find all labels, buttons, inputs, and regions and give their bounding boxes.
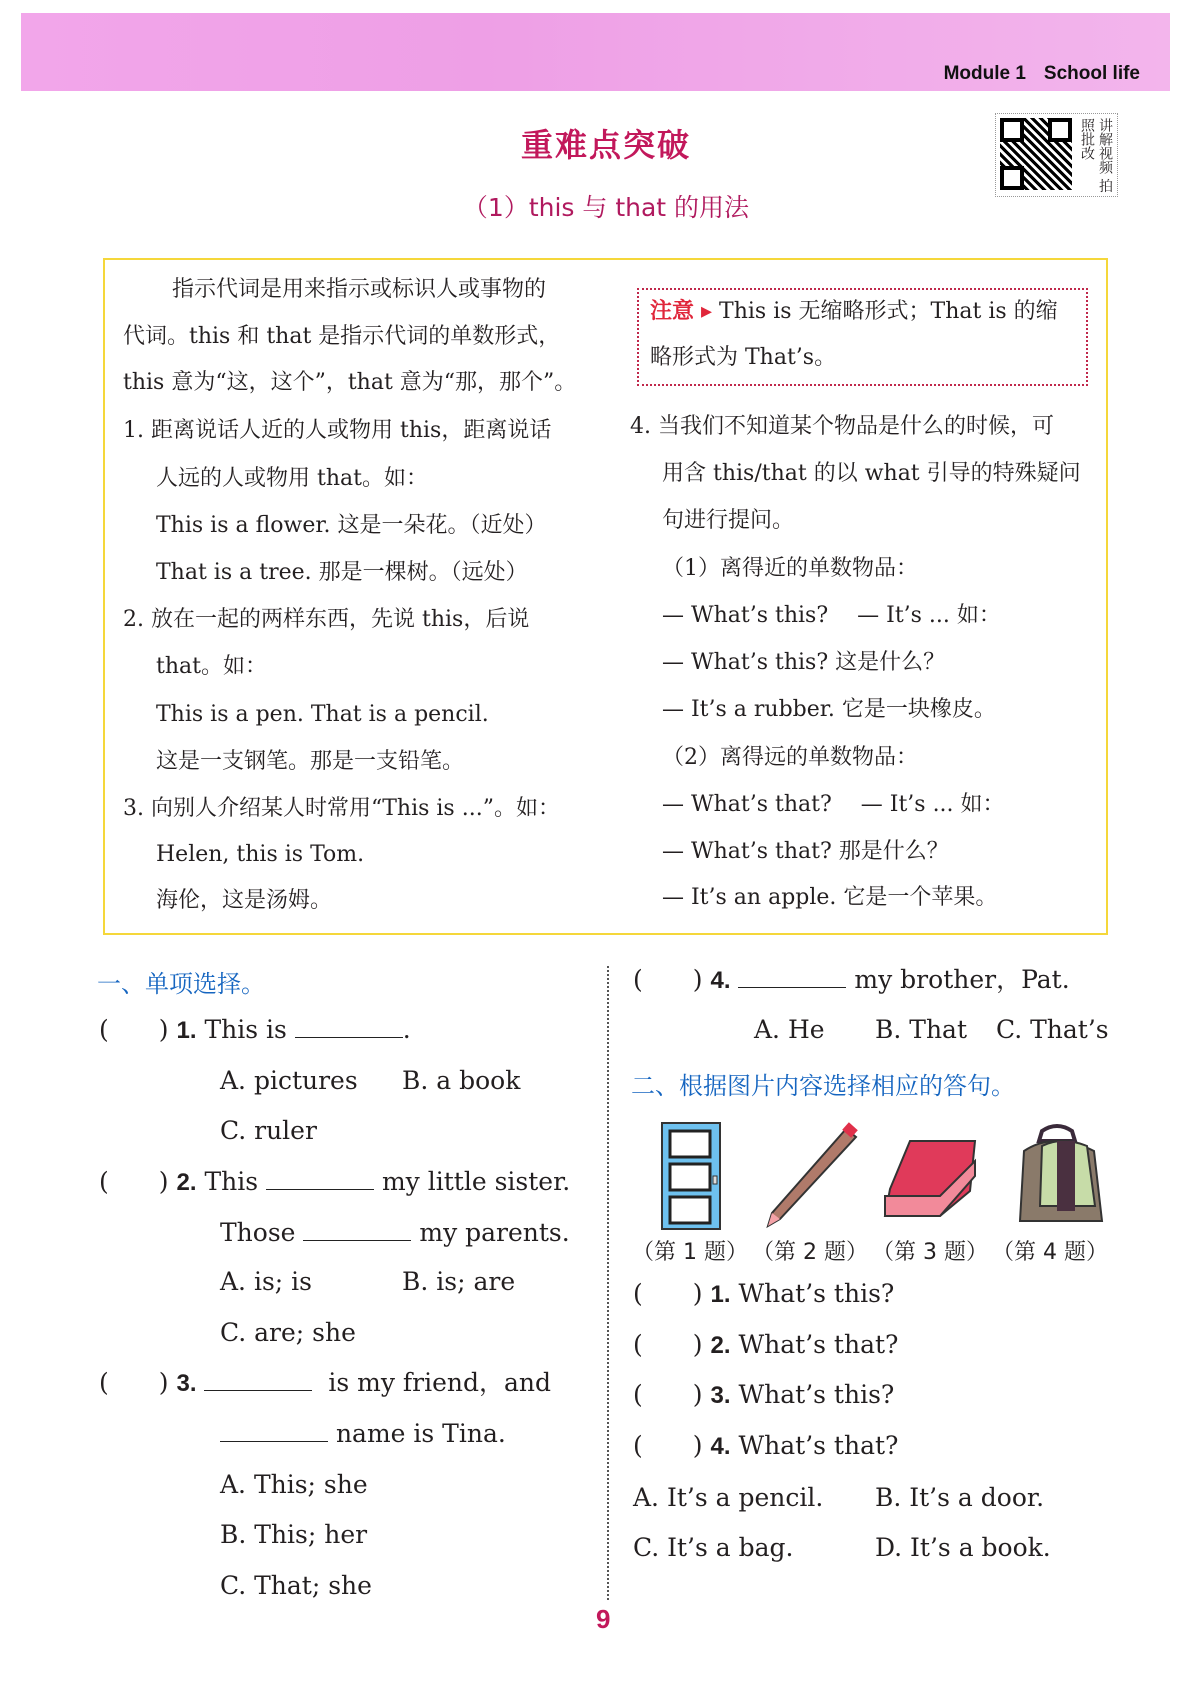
explanation-line: 1. 距离说话人近的人或物用 this，距离说话	[123, 418, 552, 443]
blank[interactable]	[220, 1419, 328, 1442]
section-subtitle: （1）this 与 that 的用法	[462, 193, 750, 222]
option-a: A. He	[754, 1015, 825, 1044]
part2-question[interactable]	[633, 1278, 894, 1310]
question-text: my little sister.	[381, 1167, 571, 1196]
question-number: 3.	[176, 1370, 197, 1397]
explanation-line: 指示代词是用来指示或标识人或事物的	[172, 277, 547, 302]
explanation-line: — It’s an apple. 它是一个苹果。	[662, 885, 998, 910]
answer-paren[interactable]: (	[633, 1330, 643, 1359]
explanation-line: That is a tree. 那是一棵树。（远处）	[156, 560, 528, 585]
paren-close: )	[692, 1279, 703, 1308]
question-number: 2.	[710, 1332, 731, 1359]
answer-paren[interactable]: (	[633, 1431, 643, 1460]
answer-paren[interactable]: (	[633, 1380, 643, 1409]
option-c: C. That’s	[996, 1015, 1109, 1044]
answer-option-a: A. It’s a pencil.	[633, 1483, 824, 1512]
question-number: 4.	[710, 967, 731, 994]
picture-caption: （第 3 题）	[872, 1240, 988, 1265]
explanation-line: 3. 向别人介绍某人时常用“This is ...”。如：	[123, 796, 560, 821]
question-text: This	[204, 1167, 259, 1196]
column-divider	[607, 966, 609, 1600]
question-number: 4.	[710, 1433, 731, 1460]
explanation-line: （2）离得远的单数物品：	[662, 745, 918, 770]
unit-title: School life	[1043, 63, 1140, 84]
note-line-1	[650, 297, 1058, 327]
part1-heading: 一、单项选择。	[97, 970, 265, 998]
option-c: C. are; she	[220, 1318, 356, 1347]
question-text: What’s this?	[738, 1380, 895, 1409]
answer-paren[interactable]: (	[99, 1167, 109, 1196]
question-text: What’s that?	[738, 1330, 899, 1359]
question-text: name is Tina.	[335, 1419, 506, 1448]
explanation-line: — What’s this? 这是什么？	[662, 650, 946, 675]
explanation-line: 2. 放在一起的两样东西，先说 this，后说	[123, 607, 530, 632]
explanation-line: this 意为“这，这个”，that 意为“那，那个”。	[123, 370, 577, 395]
blank[interactable]	[295, 1015, 403, 1038]
question-2-line-2	[220, 1217, 570, 1249]
blank[interactable]	[303, 1218, 411, 1241]
paren-close: )	[692, 1380, 703, 1409]
paren-close: )	[692, 1330, 703, 1359]
explanation-line: （1）离得近的单数物品：	[662, 556, 918, 581]
answer-option-c: C. It’s a bag.	[633, 1533, 794, 1562]
pencil-icon	[758, 1121, 868, 1231]
note-line-2: 略形式为 That’s。	[650, 345, 837, 370]
door-icon	[650, 1121, 760, 1231]
question-text: my brother，Pat.	[854, 965, 1070, 994]
explanation-line: This is a flower. 这是一朵花。（近处）	[156, 513, 547, 538]
answer-paren[interactable]: (	[99, 1015, 109, 1044]
explanation-line: 句进行提问。	[662, 508, 795, 533]
question-text: is my friend，and	[328, 1368, 552, 1397]
question-number: 3.	[710, 1382, 731, 1409]
header-banner	[21, 13, 1170, 91]
page-number: 9	[596, 1604, 611, 1634]
question-text: What’s this?	[738, 1279, 895, 1308]
note-tag: 注意	[650, 299, 695, 324]
bag-icon	[1002, 1121, 1112, 1231]
picture-caption: （第 1 题）	[632, 1240, 748, 1265]
part2-question[interactable]	[633, 1379, 894, 1411]
answer-option-d: D. It’s a book.	[875, 1533, 1051, 1562]
question-4[interactable]	[633, 964, 1070, 996]
question-3[interactable]	[99, 1367, 551, 1399]
qr-code-icon	[1000, 118, 1072, 190]
paren-close: )	[692, 965, 703, 994]
explanation-line: — What’s this? — It’s ... 如：	[662, 603, 1001, 628]
module-number: Module 1	[943, 63, 1026, 84]
picture-caption: （第 2 题）	[752, 1240, 868, 1265]
note-text: This is 无缩略形式；That is 的缩	[719, 299, 1058, 324]
picture-caption: （第 4 题）	[992, 1240, 1108, 1265]
explanation-line: 这是一支钢笔。那是一支铅笔。	[156, 749, 465, 774]
question-text: .	[402, 1015, 411, 1044]
question-number: 1.	[176, 1017, 197, 1044]
qr-code[interactable]	[995, 113, 1118, 197]
option-a: A. pictures	[220, 1066, 358, 1095]
explanation-line: that。如：	[156, 654, 267, 679]
explanation-line: — What’s that? — It’s ... 如：	[662, 792, 1005, 817]
option-a: A. is; is	[220, 1267, 312, 1296]
question-text: What’s that?	[738, 1431, 899, 1460]
paren-close: )	[158, 1167, 169, 1196]
explanation-line: — What’s that? 那是什么？	[662, 839, 949, 864]
page-title: 重难点突破	[520, 126, 691, 164]
question-2[interactable]	[99, 1166, 570, 1198]
answer-option-b: B. It’s a door.	[875, 1483, 1045, 1512]
question-3-line-2	[220, 1418, 506, 1450]
option-b: B. This; her	[220, 1520, 368, 1549]
paren-close: )	[158, 1368, 169, 1397]
question-1[interactable]	[99, 1014, 411, 1046]
paren-close: )	[692, 1431, 703, 1460]
explanation-line: 代词。this 和 that 是指示代词的单数形式，	[123, 324, 561, 349]
qr-label: 讲解视频 拍照批改	[1079, 118, 1113, 193]
explanation-line: 用含 this/that 的以 what 引导的特殊疑问	[662, 461, 1081, 486]
option-b: B. a book	[402, 1066, 521, 1095]
note-arrow-icon: ▸	[694, 299, 720, 324]
module-label	[944, 63, 1140, 85]
question-number: 1.	[710, 1281, 731, 1308]
option-b: B. is; are	[402, 1267, 516, 1296]
explanation-line: — It’s a rubber. 它是一块橡皮。	[662, 697, 996, 722]
book-icon	[880, 1121, 990, 1231]
blank[interactable]	[204, 1368, 312, 1391]
option-b: B. That	[875, 1015, 967, 1044]
question-text: my parents.	[419, 1218, 570, 1247]
question-number: 2.	[176, 1169, 197, 1196]
paren-close: )	[158, 1015, 169, 1044]
answer-paren[interactable]: (	[99, 1368, 109, 1397]
part2-question[interactable]	[633, 1430, 898, 1462]
part2-heading: 二、根据图片内容选择相应的答句。	[631, 1072, 1015, 1100]
part2-question[interactable]	[633, 1329, 898, 1361]
explanation-line: 4. 当我们不知道某个物品是什么的时候，可	[630, 414, 1054, 439]
answer-paren[interactable]: (	[633, 965, 643, 994]
question-text: Those	[220, 1218, 296, 1247]
explanation-line: 人远的人或物用 that。如：	[156, 466, 428, 491]
option-c: C. ruler	[220, 1116, 317, 1145]
blank[interactable]	[266, 1167, 374, 1190]
option-c: C. That; she	[220, 1571, 372, 1600]
explanation-line: Helen, this is Tom.	[156, 842, 365, 867]
option-a: A. This; she	[220, 1470, 368, 1499]
explanation-line: This is a pen. That is a pencil.	[156, 702, 489, 727]
question-text: This is	[204, 1015, 287, 1044]
blank[interactable]	[738, 965, 846, 988]
answer-paren[interactable]: (	[633, 1279, 643, 1308]
explanation-line: 海伦，这是汤姆。	[156, 888, 333, 913]
